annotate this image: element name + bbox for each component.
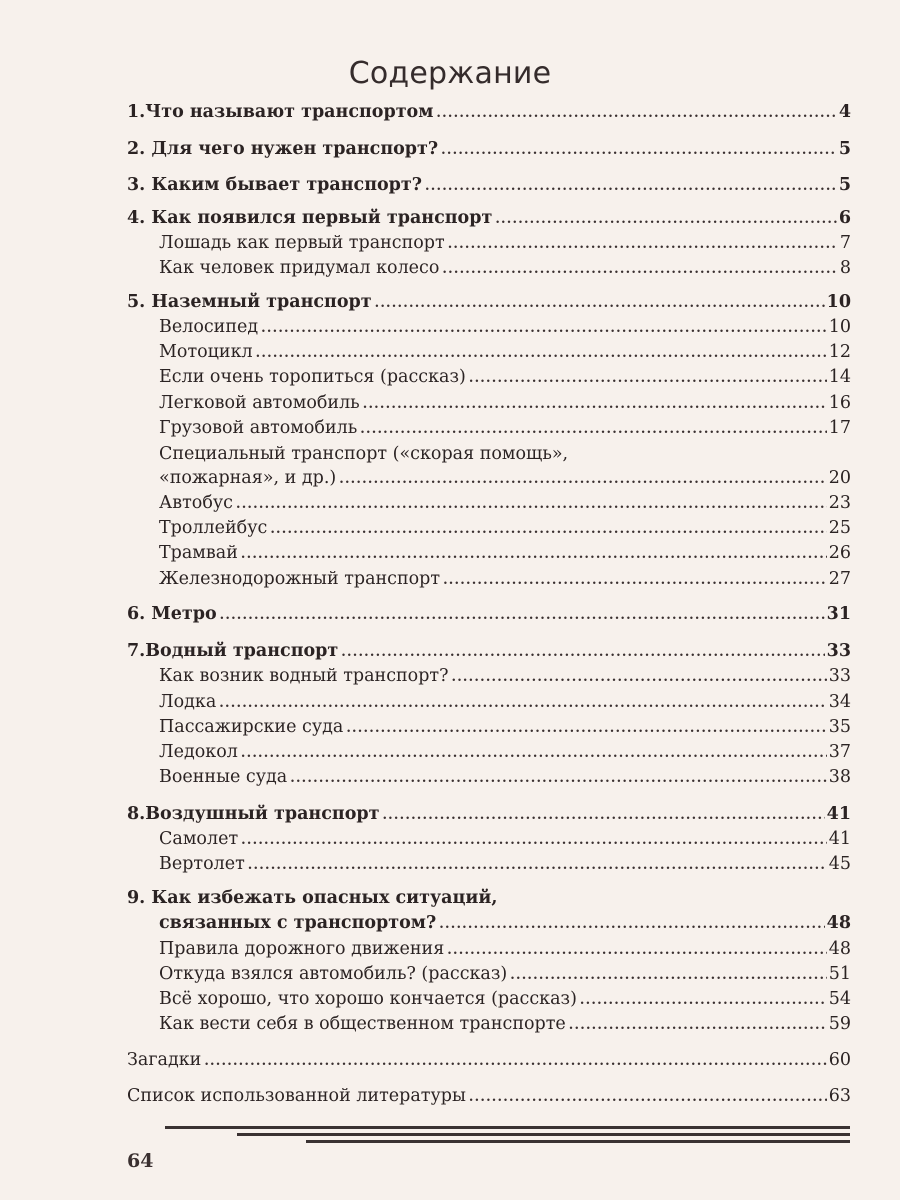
toc-entry	[127, 1048, 851, 1072]
toc-entry-title: Загадки	[127, 1050, 202, 1070]
toc-subentry	[159, 937, 851, 961]
toc-subentry	[159, 391, 851, 415]
horizontal-rule	[237, 1133, 850, 1136]
toc-subentry	[159, 765, 851, 789]
toc-subentry	[159, 365, 851, 389]
toc-entry-title: Троллейбус	[159, 518, 268, 538]
toc-subentry	[159, 491, 851, 515]
toc-page-number: 23	[828, 493, 851, 513]
dot-leader	[241, 543, 827, 567]
horizontal-rule	[306, 1140, 850, 1143]
dot-leader	[448, 233, 838, 257]
toc-entry	[127, 137, 851, 161]
toc-subentry	[159, 1012, 851, 1036]
dot-leader	[375, 292, 825, 316]
toc-entry	[127, 1084, 851, 1108]
toc-entry-title: Самолет	[159, 829, 239, 849]
toc-page-number: 5	[838, 175, 851, 195]
toc-subentry	[159, 664, 851, 688]
dot-leader	[439, 913, 824, 937]
toc-entry-title: 5. Наземный транспорт	[127, 292, 372, 312]
toc-page-number: 33	[828, 666, 851, 686]
toc-page-number: 7	[839, 233, 851, 253]
toc-entry-title: Пассажирские суда	[159, 717, 344, 737]
toc-page-number: 48	[826, 913, 851, 933]
dot-leader	[236, 493, 827, 517]
toc-entry-title: Велосипед	[159, 317, 259, 337]
dot-leader	[495, 208, 837, 232]
toc-entry-title: Специальный транспорт («скорая помощь»,	[159, 444, 569, 464]
dot-leader	[436, 102, 836, 126]
dot-leader	[580, 989, 827, 1013]
toc-entry-title: 9. Как избежать опасных ситуаций,	[127, 888, 498, 908]
dot-leader	[346, 717, 826, 741]
dot-leader	[382, 804, 824, 828]
toc-entry-title: Лодка	[159, 692, 217, 712]
toc-entry-title: Лошадь как первый транспорт	[159, 233, 445, 253]
toc-subentry	[159, 516, 851, 540]
toc-page-number: 38	[828, 767, 851, 787]
toc-subentry	[159, 416, 851, 440]
toc-entry-title: связанных с транспортом?	[159, 913, 437, 933]
dot-leader	[569, 1014, 827, 1038]
dot-leader	[363, 393, 827, 417]
dot-leader	[220, 604, 825, 628]
toc-page-number: 25	[828, 518, 851, 538]
toc-subentry	[159, 231, 851, 255]
toc-page-number: 33	[826, 641, 851, 661]
toc-page-number: 51	[828, 964, 851, 984]
toc-page-number: 16	[828, 393, 851, 413]
dot-leader	[241, 742, 827, 766]
toc-entry-title: Железнодорожный транспорт	[159, 569, 441, 589]
toc-page-number: 12	[828, 342, 851, 362]
toc-entry-title: Всё хорошо, что хорошо кончается (рассказ)	[159, 989, 577, 1009]
dot-leader	[469, 367, 827, 391]
toc-subentry	[159, 256, 851, 280]
dot-leader	[219, 692, 826, 716]
toc-entry-title: Военные суда	[159, 767, 288, 787]
toc-entry-title: Грузовой автомобиль	[159, 418, 358, 438]
toc-entry	[127, 290, 851, 314]
toc-subentry	[159, 962, 851, 986]
toc-page-number: 17	[828, 418, 851, 438]
toc-page-number: 63	[828, 1086, 851, 1106]
toc-entry-title: Трамвай	[159, 543, 238, 563]
toc-entry	[127, 639, 851, 663]
toc-entry-title: Автобус	[159, 493, 233, 513]
toc-page-number: 8	[839, 258, 851, 278]
toc-entry-title: Ледокол	[159, 742, 238, 762]
toc-page-number: 41	[826, 804, 851, 824]
toc-entry-title: Мотоцикл	[159, 342, 253, 362]
toc-page-number: 37	[828, 742, 851, 762]
toc-page-number: 14	[828, 367, 851, 387]
toc-subentry	[159, 715, 851, 739]
toc-entry	[159, 911, 851, 935]
toc-entry-title: 3. Каким бывает транспорт?	[127, 175, 423, 195]
toc-page-number: 34	[828, 692, 851, 712]
toc-page-number: 60	[828, 1050, 851, 1070]
toc-entry-title: 4. Как появился первый транспорт	[127, 208, 493, 228]
toc-page-number: 31	[826, 604, 851, 624]
dot-leader	[510, 964, 826, 988]
toc-page-number: 10	[828, 317, 851, 337]
toc-subentry	[159, 340, 851, 364]
toc-subentry	[159, 740, 851, 764]
toc-page-number: 59	[828, 1014, 851, 1034]
toc-entry	[127, 886, 851, 910]
dot-leader	[241, 829, 827, 853]
dot-leader	[339, 468, 827, 492]
toc-page-number: 41	[828, 829, 851, 849]
horizontal-rule	[165, 1126, 850, 1129]
dot-leader	[248, 854, 827, 878]
toc-entry	[127, 602, 851, 626]
page-title: Содержание	[348, 56, 552, 91]
toc-entry-title: 2. Для чего нужен транспорт?	[127, 139, 439, 159]
toc-entry-title: Вертолет	[159, 854, 245, 874]
toc-entry-title: 8.Воздушный транспорт	[127, 804, 380, 824]
toc-page-number: 27	[828, 569, 851, 589]
toc-page-number: 20	[828, 468, 851, 488]
toc-page-number: 45	[828, 854, 851, 874]
dot-leader	[360, 418, 826, 442]
page-number: 64	[127, 1150, 154, 1172]
toc-entry-title: Правила дорожного движения	[159, 939, 445, 959]
toc-entry	[127, 802, 851, 826]
dot-leader	[290, 767, 826, 791]
toc-subentry	[159, 442, 851, 466]
toc-subentry	[159, 315, 851, 339]
toc-subentry	[159, 987, 851, 1011]
dot-leader	[256, 342, 827, 366]
toc-subentry	[159, 690, 851, 714]
toc-entry-title: 1.Что называют транспортом	[127, 102, 434, 122]
dot-leader	[442, 258, 837, 282]
toc-entry-title: Как человек придумал колесо	[159, 258, 440, 278]
dot-leader	[261, 317, 827, 341]
toc-subentry	[159, 466, 851, 490]
toc-entry-title: Легковой автомобиль	[159, 393, 360, 413]
dot-leader	[451, 666, 826, 690]
toc-entry-title: Список использованной литературы	[127, 1086, 466, 1106]
toc-subentry	[159, 567, 851, 591]
toc-page-number: 35	[828, 717, 851, 737]
toc-page-number: 54	[828, 989, 851, 1009]
dot-leader	[443, 569, 827, 593]
toc-page-number: 48	[828, 939, 851, 959]
dot-leader	[341, 641, 824, 665]
toc-entry-title: 7.Водный транспорт	[127, 641, 339, 661]
toc-entry-title: Откуда взялся автомобиль? (рассказ)	[159, 964, 508, 984]
toc-subentry	[159, 827, 851, 851]
toc-page-number: 5	[838, 139, 851, 159]
toc-subentry	[159, 541, 851, 565]
toc-entry-title: «пожарная», и др.)	[159, 468, 337, 488]
dot-leader	[425, 175, 837, 199]
dot-leader	[469, 1086, 827, 1110]
dot-leader	[270, 518, 826, 542]
toc-entry-title: Как возник водный транспорт?	[159, 666, 449, 686]
toc-entry	[127, 173, 851, 197]
dot-leader	[447, 939, 826, 963]
toc-entry-title: 6. Метро	[127, 604, 217, 624]
toc-page-number: 10	[826, 292, 851, 312]
dot-leader	[204, 1050, 826, 1074]
toc-entry-title: Если очень торопиться (рассказ)	[159, 367, 466, 387]
toc-subentry	[159, 852, 851, 876]
dot-leader	[441, 139, 837, 163]
toc-page-number: 6	[838, 208, 851, 228]
toc-page-number: 26	[828, 543, 851, 563]
toc-entry-title: Как вести себя в общественном транспорте	[159, 1014, 566, 1034]
toc-entry	[127, 100, 851, 124]
toc-entry	[127, 206, 851, 230]
toc-page-number: 4	[838, 102, 851, 122]
